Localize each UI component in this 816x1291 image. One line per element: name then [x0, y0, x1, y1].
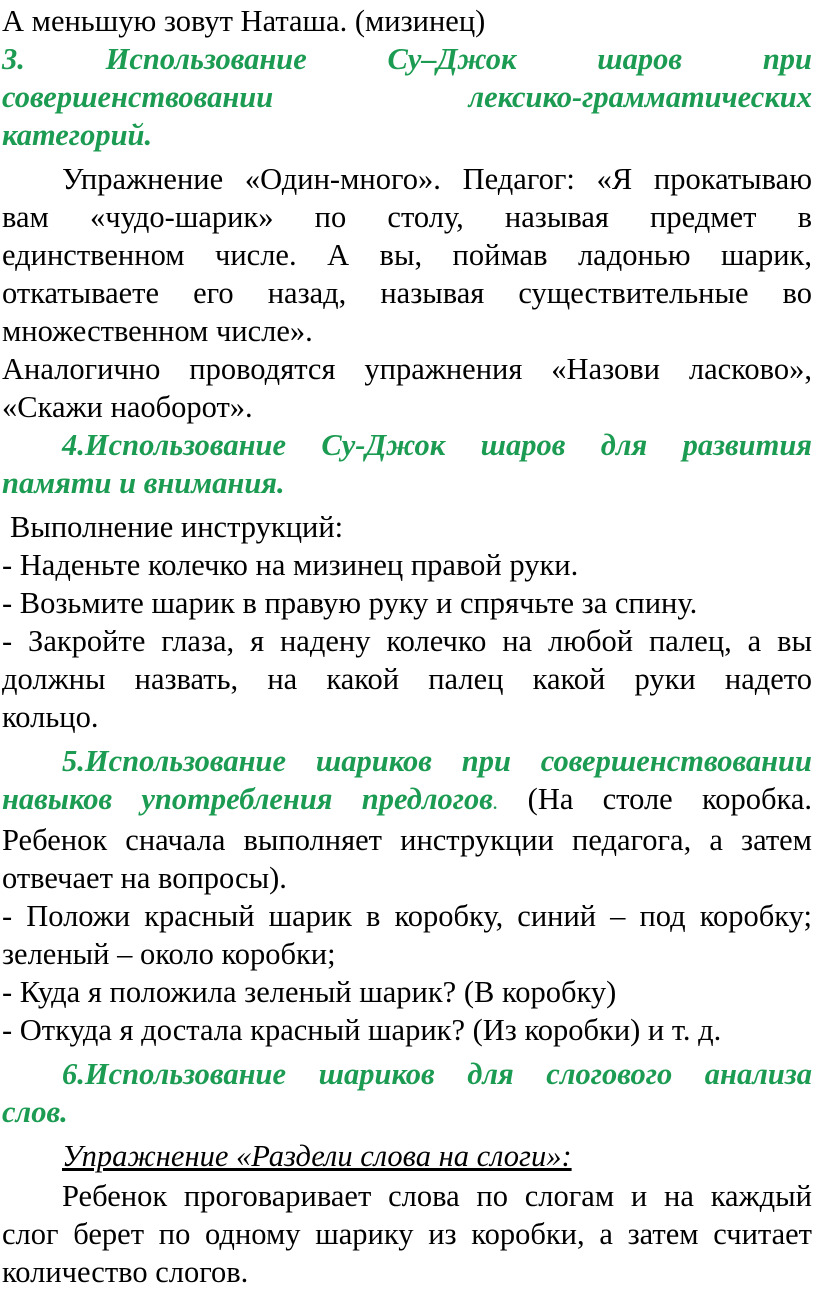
section4-heading-line1: 4.Использование Су-Джок шаров для развития: [62, 428, 812, 462]
section5-heading-line1: 5.Использование шариков при совершенствовании: [62, 744, 812, 778]
section5-item1-line2: зеленый – около коробки;: [2, 937, 336, 971]
section3-heading-line3: категорий.: [2, 118, 153, 152]
section4-item3-line2: должны назвать, на какой палец какой руки надето: [2, 662, 812, 696]
intro-line: А меньшую зовут Наташа. (мизинец): [2, 4, 486, 38]
section5-line2: [2, 780, 812, 821]
section4-item2: - Возьмите шарик в правую руку и спрячьте за спину.: [2, 586, 698, 620]
section4-item3-line1: - Закройте глаза, я надену колечко на любой палец, а вы: [2, 624, 812, 658]
section6-heading-line1: 6.Использование шариков для слогового анализа: [62, 1057, 812, 1091]
section4-item1: - Наденьте колечко на мизинец правой руки.: [2, 548, 579, 582]
section5-item1-line1: - Положи красный шарик в коробку, синий – под коробку;: [2, 899, 812, 933]
section3-paragraph-line4: откатываете его назад, называя существительные во: [2, 276, 812, 310]
section4-item3-line3: кольцо.: [2, 700, 99, 734]
document-page: [0, 2, 813, 1289]
section6-exercise-title: Упражнение «Раздели слова на слоги»:: [62, 1139, 572, 1173]
section3-heading-line1: 3. Использование Су–Джок шаров при: [2, 42, 812, 76]
section5-line2-rest: (На столе коробка.: [527, 782, 813, 816]
section5-body-line1: Ребенок сначала выполняет инструкции педагога, а затем: [2, 823, 812, 857]
section4-intro: Выполнение инструкций:: [10, 510, 344, 544]
section5-item2: - Куда я положила зеленый шарик? (В коробку): [2, 975, 617, 1009]
section5-heading-line2: навыков употребления предлогов: [2, 782, 493, 816]
section6-paragraph-line1: Ребенок проговаривает слова по слогам и на каждый: [62, 1179, 812, 1213]
section3-paragraph-line2: вам «чудо-шарик» по столу, называя предмет в: [2, 200, 812, 234]
section6-paragraph-line3: количество слогов.: [2, 1255, 249, 1289]
section3-heading-line2: совершенствовании лексико-грамматических: [2, 80, 812, 114]
section3-analog-line1: Аналогично проводятся упражнения «Назови ласково»,: [2, 352, 812, 386]
section3-paragraph-line1: Упражнение «Один-много». Педагог: «Я прокатываю: [62, 162, 812, 196]
section6-exercise-title-line: [2, 1137, 812, 1175]
section3-analog-line2: «Скажи наоборот».: [2, 390, 253, 424]
section3-paragraph-line5: множественном числе».: [2, 314, 313, 348]
section5-heading-dot: .: [492, 789, 499, 814]
section5-item3: - Откуда я достала красный шарик? (Из коробки) и т. д.: [2, 1013, 722, 1047]
section5-body-line2: отвечает на вопросы).: [2, 861, 287, 895]
section6-paragraph-line2: слог берет по одному шарику из коробки, а затем считает: [2, 1217, 812, 1251]
section6-heading-line2: слов.: [2, 1095, 68, 1129]
section3-paragraph-line3: единственном числе. А вы, поймав ладонью шарик,: [2, 238, 812, 272]
section4-heading-line2: памяти и внимания.: [2, 466, 285, 500]
